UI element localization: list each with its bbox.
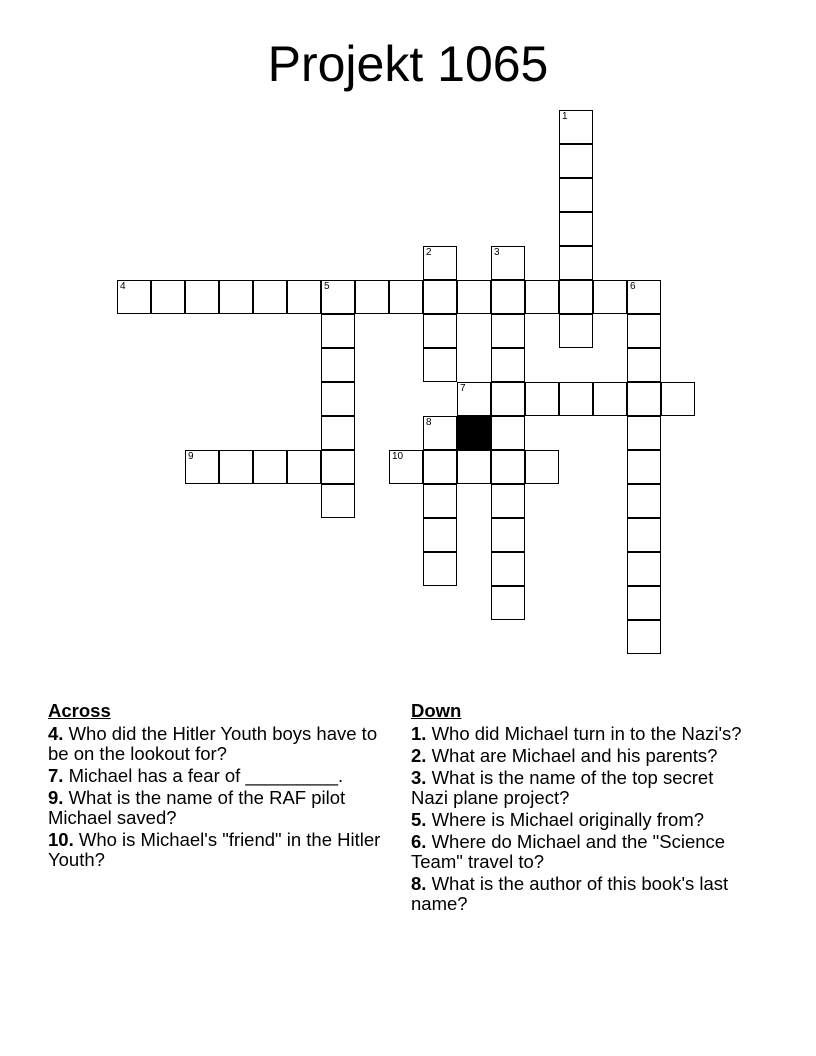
grid-cell[interactable] <box>457 450 491 484</box>
grid-cell[interactable] <box>321 416 355 450</box>
clue-number: 3. <box>411 767 427 788</box>
grid-cell[interactable] <box>627 620 661 654</box>
grid-cell[interactable] <box>151 280 185 314</box>
clue-number-label: 4 <box>120 281 126 292</box>
clue-number: 1. <box>411 723 427 744</box>
clue-number: 2. <box>411 745 427 766</box>
across-clue-4 <box>48 724 388 764</box>
grid-cell[interactable] <box>253 280 287 314</box>
black-square <box>457 416 491 450</box>
grid-cell[interactable] <box>287 280 321 314</box>
across-heading: Across <box>48 700 111 721</box>
across-clue-9 <box>48 788 388 828</box>
clue-number-label: 2 <box>426 247 432 258</box>
clue-number: 5. <box>411 809 427 830</box>
clue-text: What is the name of the RAF pilot Michael saved? <box>48 787 346 828</box>
grid-cell[interactable] <box>525 450 559 484</box>
grid-cell[interactable] <box>491 348 525 382</box>
grid-cell[interactable] <box>219 450 253 484</box>
grid-cell[interactable] <box>559 212 593 246</box>
grid-cell[interactable] <box>627 552 661 586</box>
grid-cell[interactable] <box>525 280 559 314</box>
clue-number-label: 8 <box>426 417 432 428</box>
grid-cell[interactable] <box>491 552 525 586</box>
grid-cell[interactable] <box>593 382 627 416</box>
clue-text: Where is Michael originally from? <box>431 809 705 830</box>
grid-cell[interactable] <box>491 484 525 518</box>
grid-cell[interactable] <box>491 280 525 314</box>
down-clue-8 <box>411 874 751 914</box>
grid-cell[interactable] <box>627 586 661 620</box>
grid-cell[interactable] <box>321 450 355 484</box>
grid-cell[interactable] <box>321 314 355 348</box>
clue-number: 9. <box>48 787 64 808</box>
puzzle-title: Projekt 1065 <box>267 36 549 92</box>
clue-number: 7. <box>48 765 64 786</box>
grid-cell[interactable] <box>423 280 457 314</box>
clue-text: Who did Michael turn in to the Nazi's? <box>431 723 742 744</box>
grid-cell[interactable] <box>627 416 661 450</box>
down-clues <box>411 701 751 916</box>
grid-cell[interactable] <box>287 450 321 484</box>
clue-number-label: 1 <box>562 111 568 122</box>
grid-cell[interactable] <box>389 450 423 484</box>
grid-cell[interactable] <box>627 518 661 552</box>
grid-cell[interactable] <box>491 382 525 416</box>
grid-cell[interactable] <box>185 280 219 314</box>
across-clues <box>48 701 388 872</box>
grid-cell[interactable] <box>559 246 593 280</box>
clue-number: 10. <box>48 829 74 850</box>
grid-cell[interactable] <box>491 450 525 484</box>
grid-cell[interactable] <box>627 382 661 416</box>
grid-cell[interactable] <box>355 280 389 314</box>
grid-cell[interactable] <box>117 280 151 314</box>
grid-cell[interactable] <box>661 382 695 416</box>
clue-number: 8. <box>411 873 427 894</box>
grid-cell[interactable] <box>423 450 457 484</box>
grid-cell[interactable] <box>627 484 661 518</box>
grid-cell[interactable] <box>423 416 457 450</box>
grid-cell[interactable] <box>423 484 457 518</box>
clue-number: 4. <box>48 723 64 744</box>
across-clue-10 <box>48 830 388 870</box>
across-clue-7 <box>48 766 388 786</box>
clue-text: Michael has a fear of _________. <box>68 765 344 786</box>
grid-cell[interactable] <box>423 246 457 280</box>
grid-cell[interactable] <box>423 348 457 382</box>
clue-text: What are Michael and his parents? <box>431 745 718 766</box>
clue-number-label: 6 <box>630 281 636 292</box>
grid-cell[interactable] <box>219 280 253 314</box>
grid-cell[interactable] <box>593 280 627 314</box>
grid-cell[interactable] <box>491 314 525 348</box>
clue-text: Where do Michael and the "Science Team" travel to? <box>411 831 726 872</box>
clue-text: Who did the Hitler Youth boys have to be on the lookout for? <box>48 723 378 764</box>
clue-number-label: 9 <box>188 451 194 462</box>
grid-cell[interactable] <box>559 110 593 144</box>
grid-cell[interactable] <box>559 314 593 348</box>
grid-cell[interactable] <box>185 450 219 484</box>
clue-number-label: 7 <box>460 383 466 394</box>
down-clue-5 <box>411 810 751 830</box>
grid-cell[interactable] <box>559 178 593 212</box>
down-clue-1 <box>411 724 751 744</box>
grid-cell[interactable] <box>321 382 355 416</box>
grid-cell[interactable] <box>491 416 525 450</box>
grid-cell[interactable] <box>423 518 457 552</box>
clue-number: 6. <box>411 831 427 852</box>
clue-number-label: 5 <box>324 281 330 292</box>
down-clue-3 <box>411 768 751 808</box>
clue-number-label: 10 <box>392 451 404 462</box>
grid-cell[interactable] <box>253 450 287 484</box>
grid-cell[interactable] <box>559 144 593 178</box>
grid-cell[interactable] <box>627 450 661 484</box>
down-heading: Down <box>411 700 462 721</box>
down-clue-6 <box>411 832 751 872</box>
clue-number-label: 3 <box>494 247 500 258</box>
grid-cell[interactable] <box>321 484 355 518</box>
grid-cell[interactable] <box>321 280 355 314</box>
grid-cell[interactable] <box>457 382 491 416</box>
grid-cell[interactable] <box>491 586 525 620</box>
clue-text: Who is Michael's "friend" in the Hitler Youth? <box>48 829 381 870</box>
grid-cell[interactable] <box>423 552 457 586</box>
clue-text: What is the name of the top secret Nazi plane project? <box>411 767 714 808</box>
grid-cell[interactable] <box>423 314 457 348</box>
grid-cell[interactable] <box>559 280 593 314</box>
grid-cell[interactable] <box>389 280 423 314</box>
grid-cell[interactable] <box>457 280 491 314</box>
grid-cell[interactable] <box>559 382 593 416</box>
clue-text: What is the author of this book's last name? <box>411 873 729 914</box>
grid-cell[interactable] <box>491 246 525 280</box>
grid-cell[interactable] <box>627 348 661 382</box>
grid-cell[interactable] <box>627 280 661 314</box>
down-clue-2 <box>411 746 751 766</box>
grid-cell[interactable] <box>321 348 355 382</box>
grid-cell[interactable] <box>491 518 525 552</box>
grid-cell[interactable] <box>627 314 661 348</box>
grid-cell[interactable] <box>525 382 559 416</box>
